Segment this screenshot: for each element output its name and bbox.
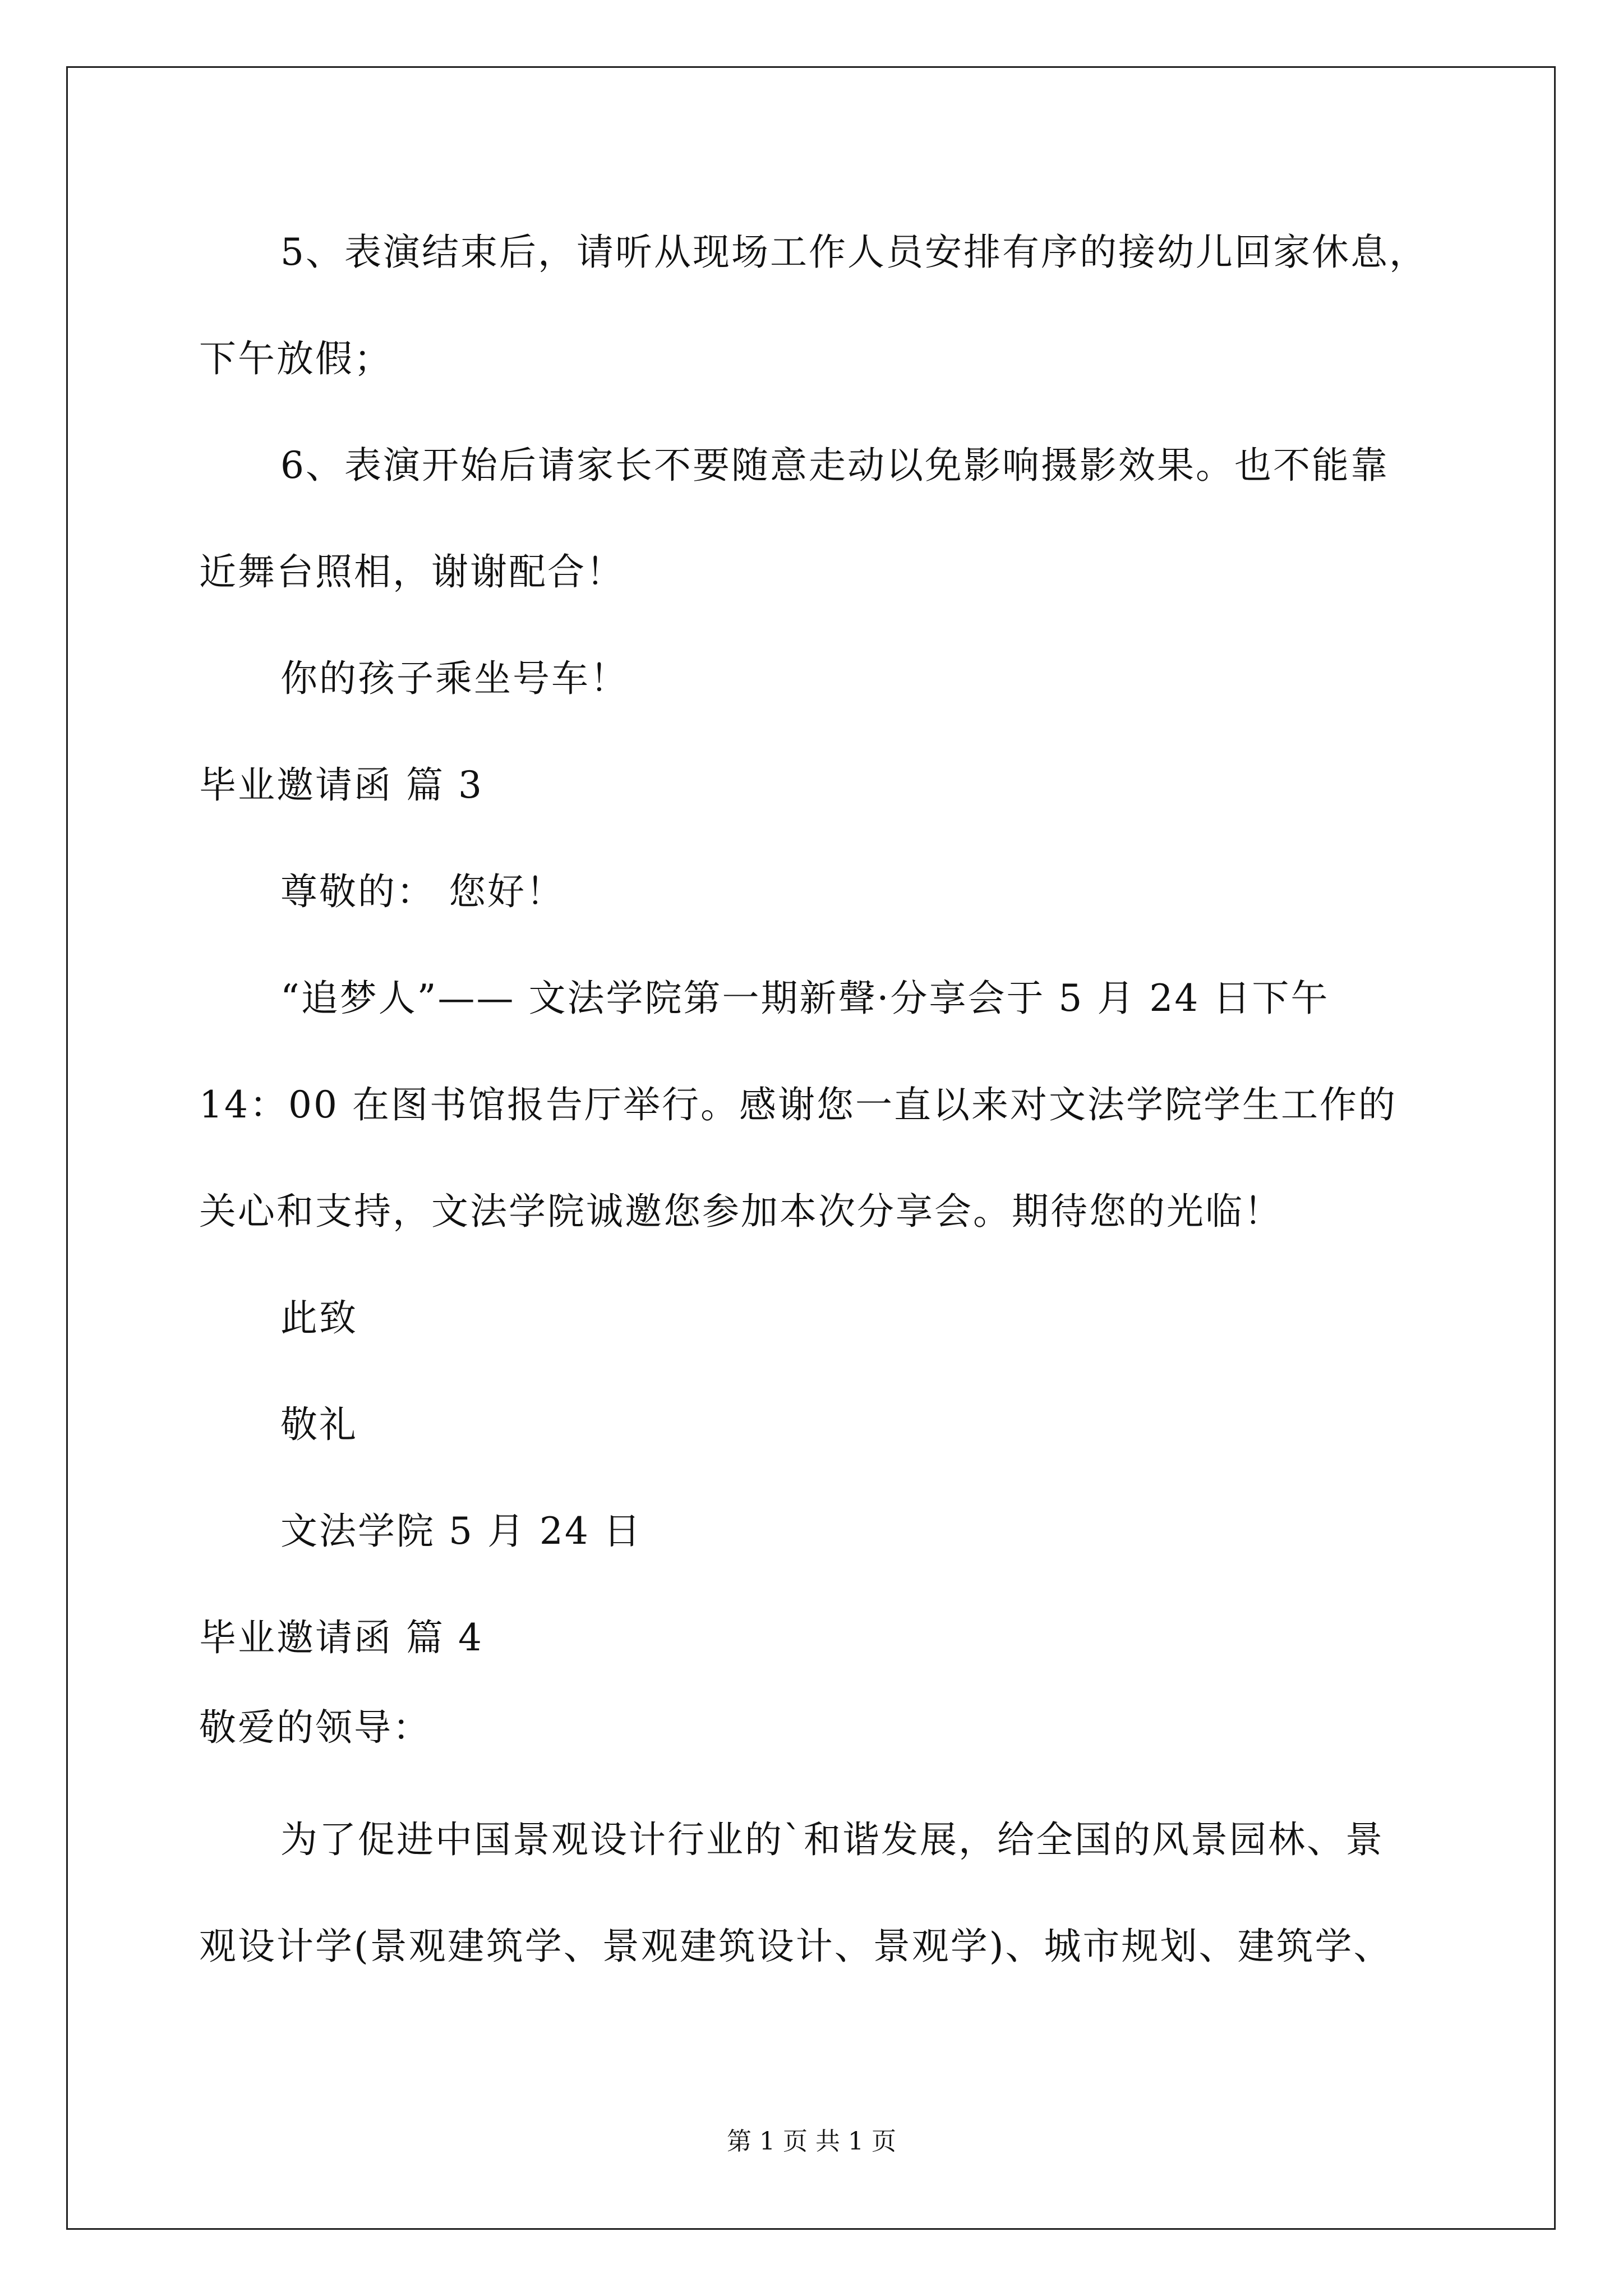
signature-line: 文法学院 5 月 24 日	[280, 1510, 642, 1553]
salutation: 尊敬的： 您好！	[280, 870, 565, 913]
paragraph-line: “追梦人”—— 文法学院第一期新聲·分享会于 5 月 24 日下午	[280, 977, 1330, 1020]
salutation: 敬爱的领导：	[199, 1706, 431, 1749]
paragraph-line: 你的孩子乘坐号车！	[280, 657, 629, 700]
section-heading: 毕业邀请函 篇 4	[199, 1616, 483, 1659]
paragraph-line: 下午放假；	[199, 337, 393, 380]
paragraph-line: 6、表演开始后请家长不要随意走动以免影响摄影效果。也不能靠	[280, 444, 1389, 487]
paragraph-line: 观设计学(景观建筑学、景观建筑设计、景观学)、城市规划、建筑学、	[199, 1925, 1393, 1968]
paragraph-line: 5、表演结束后，请听从现场工作人员安排有序的接幼儿回家休息，	[280, 231, 1428, 274]
paragraph-line: 14：00 在图书馆报告厅举行。感谢您一直以来对文法学院学生工作的	[199, 1083, 1397, 1126]
page-footer: 第 1 页 共 1 页	[727, 2127, 896, 2156]
closing-line: 敬礼	[280, 1403, 358, 1446]
section-heading: 毕业邀请函 篇 3	[199, 763, 483, 807]
closing-line: 此致	[280, 1296, 358, 1340]
paragraph-line: 为了促进中国景观设计行业的`和谐发展，给全国的风景园林、景	[280, 1818, 1384, 1861]
paragraph-line: 近舞台照相，谢谢配合！	[199, 550, 625, 593]
page-border	[66, 66, 1556, 2230]
paragraph-line: 关心和支持，文法学院诚邀您参加本次分享会。期待您的光临！	[199, 1190, 1283, 1233]
